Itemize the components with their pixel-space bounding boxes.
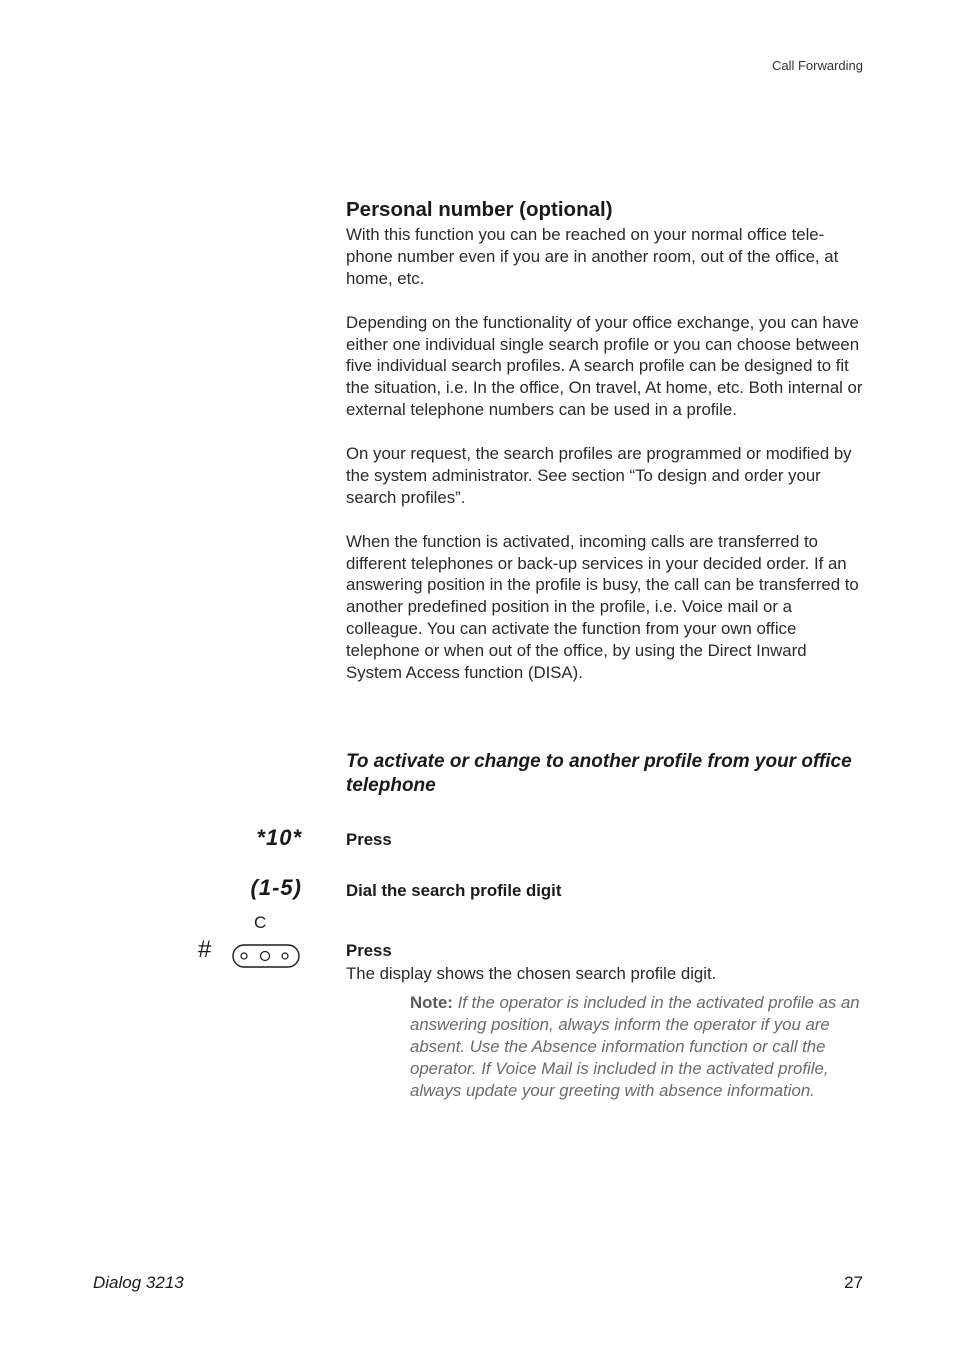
clear-button-icon <box>232 944 300 968</box>
paragraph-profiles: Depending on the functionality of your office exchange, you can have either one individual single search profile or you can choose between five individual search profiles. A search profile can be designed to fit the situation, i.e. In the office, On travel, At home, etc. Both internal or external telephone numbers can be used in a profile. <box>346 312 863 420</box>
note-text: If the operator is included in the activated profile as an answering position, always inform the operator if you are absent. Use the Absence information function or call the operator. If Voice Mail is included in the activated profile, always update your greeting with absence information. <box>410 993 860 1100</box>
page-number: 27 <box>844 1273 863 1292</box>
key-sequence-profile-digit: (1-5) <box>250 875 302 900</box>
step-press-label: Press <box>346 830 392 849</box>
page-title: Personal number (optional) <box>346 198 613 221</box>
footer-product-name: Dialog 3213 <box>93 1273 184 1292</box>
step-press-confirm-label: Press <box>346 941 392 960</box>
hash-key-icon: # <box>198 936 212 963</box>
paragraph-intro: With this function you can be reached on your normal office tele-phone number even if you are in another room, out of the office, at home, etc. <box>346 225 839 288</box>
paragraph-activation: When the function is activated, incoming calls are transferred to different telephones or back-up services in your decided order. If an answering position in the profile is busy, the call can be transferred to another predefined position in the profile, i.e. Voice mail or a colleague. You can activate the function from your own office telephone or when out of the office, by using the Direct Inward System Access function (DISA). <box>346 531 859 683</box>
main-content <box>346 196 866 684</box>
paragraph-request: On your request, the search profiles are programmed or modified by the system administrator. See section “To design and order your search profiles”. <box>346 444 852 507</box>
step-description: The display shows the chosen search profile digit. <box>346 964 717 983</box>
step-dial-label: Dial the search profile digit <box>346 881 562 900</box>
note-label: Note: <box>410 993 453 1012</box>
procedure-heading: To activate or change to another profile from your office telephone <box>346 751 852 796</box>
section-title: Call Forwarding <box>771 58 863 73</box>
note-block <box>410 992 865 1102</box>
clear-key-label: C <box>254 913 267 932</box>
key-sequence-star-10-star: *10* <box>256 825 302 850</box>
